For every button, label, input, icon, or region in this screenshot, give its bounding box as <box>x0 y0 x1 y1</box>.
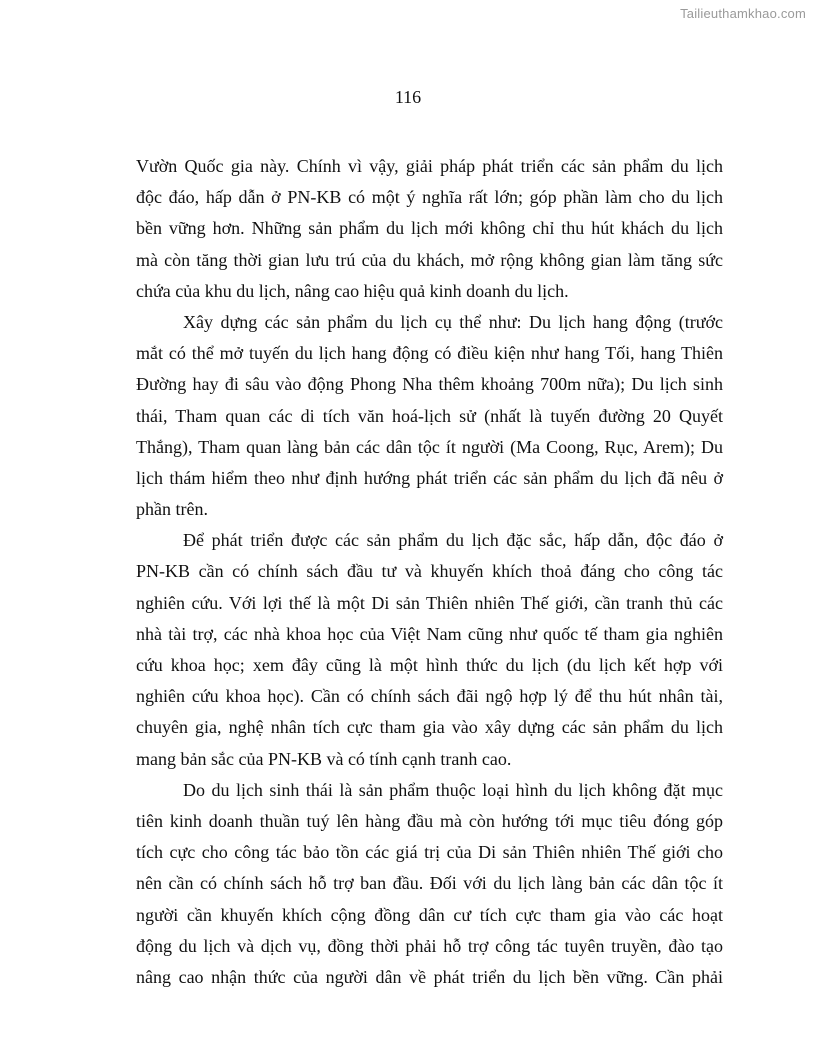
text-line: lịch thám hiểm theo như định hướng phát triển các sản phẩm du lịch đã nêu ở <box>136 467 723 488</box>
text-line: động du lịch và dịch vụ, đồng thời phải hỗ trợ công tác tuyên truyền, đào tạo <box>136 935 723 956</box>
text-line: PN-KB cần có chính sách đầu tư và khuyến khích thoả đáng cho công tác <box>136 561 723 582</box>
text-line: Do du lịch sinh thái là sản phẩm thuộc loại hình du lịch không đặt mục <box>183 779 723 800</box>
paragraph <box>136 525 723 775</box>
paragraph <box>136 775 723 993</box>
text-line: cứu khoa học; xem đây cũng là một hình thức du lịch (du lịch kết hợp với <box>136 655 723 675</box>
text-line: bền vững hơn. Những sản phẩm du lịch mới không chỉ thu hút khách du lịch <box>136 218 723 239</box>
text-line: Xây dựng các sản phẩm du lịch cụ thể như: Du lịch hang động (trước <box>183 311 723 332</box>
text-line: Vườn Quốc gia này. Chính vì vậy, giải pháp phát triển các sản phẩm du lịch <box>136 156 723 176</box>
body-text <box>136 151 723 993</box>
paragraph <box>136 307 723 525</box>
text-line: phần trên. <box>136 499 208 520</box>
text-line: nhà tài trợ, các nhà khoa học của Việt Nam cũng như quốc tế tham gia nghiên <box>136 623 723 644</box>
text-line: tích cực cho công tác bảo tồn các giá trị của Di sản Thiên nhiên Thế giới cho <box>136 842 723 863</box>
text-line: nghiên cứu khoa học). Cần có chính sách đãi ngộ hợp lý để thu hút nhân tài, <box>136 686 723 707</box>
text-line: chứa của khu du lịch, nâng cao hiệu quả kinh doanh du lịch. <box>136 280 569 301</box>
text-line: nên cần có chính sách hỗ trợ ban đầu. Đối với du lịch làng bản các dân tộc ít <box>136 873 723 894</box>
text-line: Thắng), Tham quan làng bản các dân tộc ít người (Ma Coong, Rục, Arem); Du <box>136 436 723 457</box>
text-line: Để phát triển được các sản phẩm du lịch đặc sắc, hấp dẫn, độc đáo ở <box>183 530 723 551</box>
text-line: nghiên cứu. Với lợi thế là một Di sản Thiên nhiên Thế giới, cần tranh thủ các <box>136 592 723 613</box>
watermark: Tailieuthamkhao.com <box>680 6 806 21</box>
text-line: độc đáo, hấp dẫn ở PN-KB có một ý nghĩa rất lớn; góp phần làm cho du lịch <box>136 187 723 208</box>
text-line: tiên kinh doanh thuần tuý lên hàng đầu mà còn hướng tới mục tiêu đóng góp <box>136 810 723 831</box>
text-line: mang bản sắc của PN-KB và có tính cạnh tranh cao. <box>136 748 512 769</box>
text-line: mắt có thể mở tuyến du lịch hang động có điều kiện như hang Tối, hang Thiên <box>136 343 723 364</box>
text-line: nâng cao nhận thức của người dân về phát triển du lịch bền vững. Cần phải <box>136 966 723 987</box>
page-number: 116 <box>394 87 422 107</box>
text-line: Đường hay đi sâu vào động Phong Nha thêm khoảng 700m nữa); Du lịch sinh <box>136 374 723 395</box>
text-line: thái, Tham quan các di tích văn hoá-lịch sử (nhất là tuyến đường 20 Quyết <box>136 405 723 426</box>
text-line: mà còn tăng thời gian lưu trú của du khách, mở rộng không gian làm tăng sức <box>136 249 723 270</box>
text-line: chuyên gia, nghệ nhân tích cực tham gia vào xây dựng các sản phẩm du lịch <box>136 717 723 738</box>
text-line: người cần khuyến khích cộng đồng dân cư tích cực tham gia vào các hoạt <box>136 904 723 925</box>
paragraph <box>136 151 723 307</box>
